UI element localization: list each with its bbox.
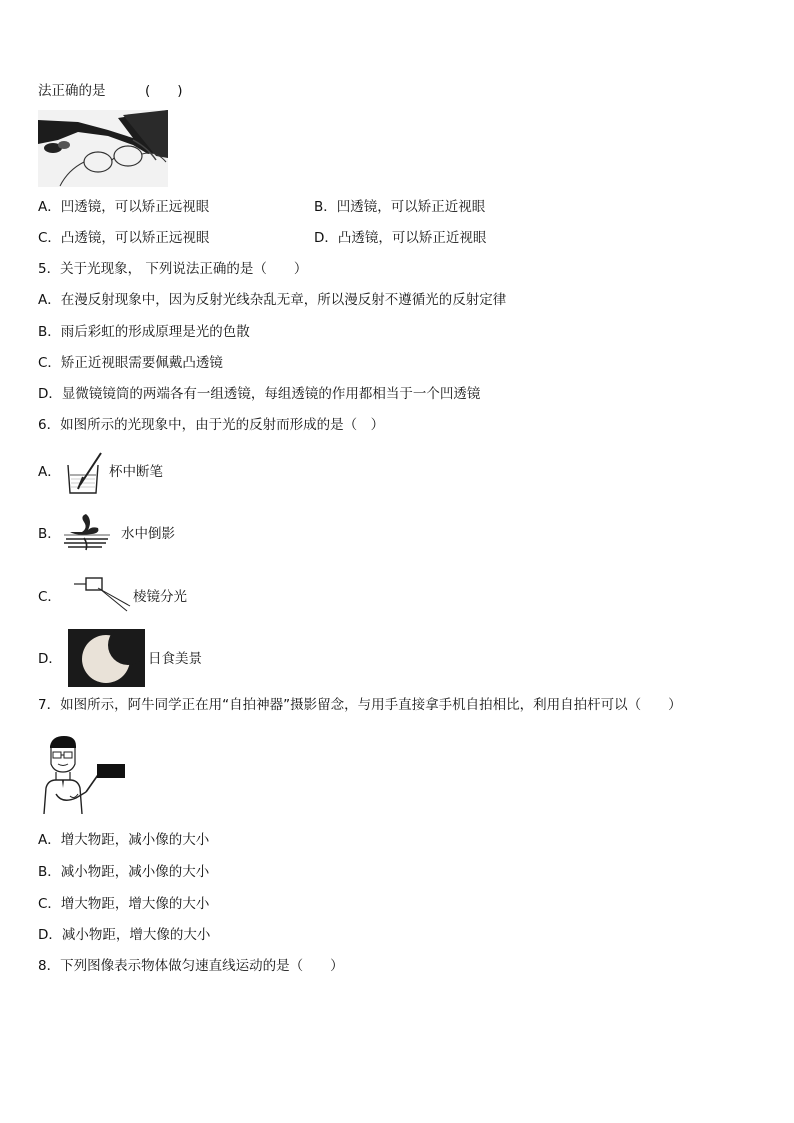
q4-stem-tail: 法正确的是 bbox=[38, 83, 106, 99]
q4-answer-paren: ( ) bbox=[145, 83, 183, 99]
q6-option-b-letter: B． bbox=[38, 526, 61, 542]
q6-stem: 6．如图所示的光现象中，由于光的反射而形成的是（ ） bbox=[38, 417, 385, 433]
glasses-photo bbox=[38, 110, 168, 187]
q4-option-c: C．凸透镜，可以矫正远视眼 bbox=[38, 230, 210, 246]
q7-option-c: C．增大物距，增大像的大小 bbox=[38, 896, 210, 912]
q6-option-c-caption: 棱镜分光 bbox=[133, 589, 187, 605]
q5-option-a: A．在漫反射现象中，因为反射光线杂乱无章，所以漫反射不遵循光的反射定律 bbox=[38, 292, 507, 308]
q7-stem: 7．如图所示，阿牛同学正在用“自拍神器”摄影留念，与用手直接拿手机自拍相比，利用自拍杆可以（ ） bbox=[38, 697, 682, 713]
q8-stem: 8．下列图像表示物体做匀速直线运动的是（ ） bbox=[38, 958, 344, 974]
q6-option-b-caption: 水中倒影 bbox=[121, 526, 175, 542]
swan-reflection-figure bbox=[62, 510, 112, 552]
q7-option-d: D．减小物距，增大像的大小 bbox=[38, 927, 211, 943]
q6-option-a-caption: 杯中断笔 bbox=[109, 464, 163, 480]
q5-option-c: C．矫正近视眼需要佩戴凸透镜 bbox=[38, 355, 223, 371]
q4-option-d: D．凸透镜，可以矫正近视眼 bbox=[314, 230, 487, 246]
q7-option-a: A．增大物距，减小像的大小 bbox=[38, 832, 210, 848]
solar-eclipse-photo bbox=[68, 629, 145, 687]
q6-option-a-letter: A． bbox=[38, 464, 61, 480]
q4-option-b: B．凹透镜，可以矫正近视眼 bbox=[314, 199, 486, 215]
selfie-stick-figure bbox=[42, 734, 128, 816]
q6-option-d-caption: 日食美景 bbox=[148, 651, 202, 667]
q6-option-c-letter: C． bbox=[38, 589, 61, 605]
q5-stem: 5．关于光现象， 下列说法正确的是（ ） bbox=[38, 261, 308, 277]
q5-option-d: D．显微镜镜筒的两端各有一组透镜，每组透镜的作用都相当于一个凹透镜 bbox=[38, 386, 481, 402]
q5-option-b: B．雨后彩虹的形成原理是光的色散 bbox=[38, 324, 250, 340]
q7-option-b: B．减小物距，减小像的大小 bbox=[38, 864, 210, 880]
cup-pencil-figure bbox=[64, 451, 106, 495]
q4-option-a: A．凹透镜，可以矫正远视眼 bbox=[38, 199, 210, 215]
q6-option-d-letter: D． bbox=[38, 651, 62, 667]
prism-dispersion-figure bbox=[72, 572, 134, 612]
